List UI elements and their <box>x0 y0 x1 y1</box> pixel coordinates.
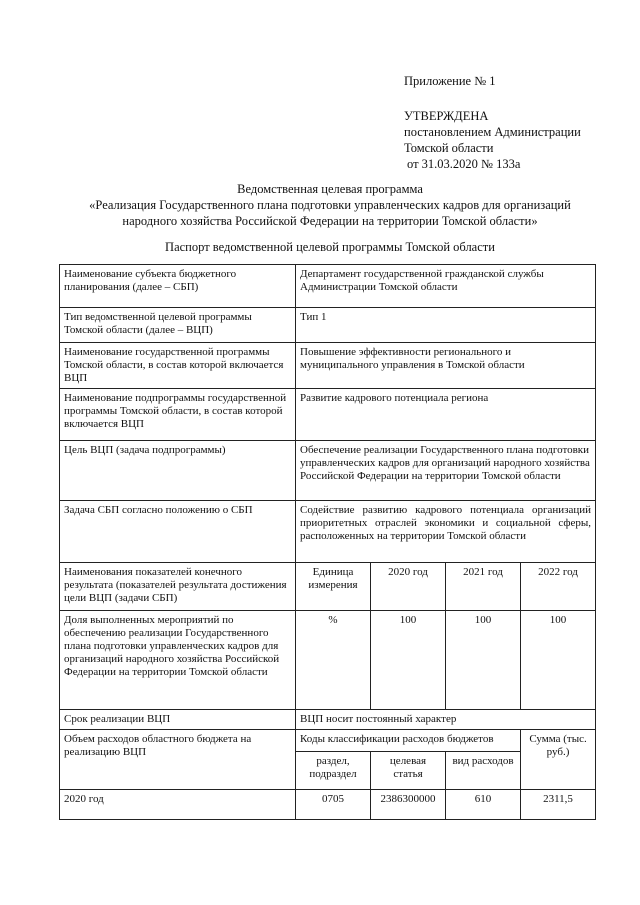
row-value-goal: Обеспечение реализации Государственного плана подготовки управленческих кадров для организаций народного хозяйства Российской Федерации на территории Томской области <box>296 441 596 501</box>
approval-block <box>404 108 581 172</box>
appendix-number: Приложение № 1 <box>404 74 496 88</box>
title-line-3: народного хозяйства Российской Федерации на территории Томской области» <box>122 214 538 228</box>
table-row <box>60 563 596 611</box>
approved-label: УТВЕРЖДЕНА <box>404 109 489 123</box>
table-row <box>60 710 596 730</box>
expense-kind-subheader: вид расходов <box>446 752 521 790</box>
table-row <box>60 730 596 752</box>
document-title <box>40 181 620 229</box>
indicator-value-2020: 100 <box>371 611 446 710</box>
row-label-goal: Цель ВЦП (задача подпрограммы) <box>60 441 296 501</box>
row-value-subprogram: Развитие кадрового потенциала региона <box>296 389 596 441</box>
passport-table <box>59 264 596 820</box>
row-value-sbp: Департамент государственной гражданской службы Администрации Томской области <box>296 265 596 308</box>
row-label-subprogram: Наименование подпрограммы государственной программы Томской области, в состав которой включается ВЦП <box>60 389 296 441</box>
sum-header: Сумма (тыс. руб.) <box>521 730 596 790</box>
row-label-budget: Объем расходов областного бюджета на реализацию ВЦП <box>60 730 296 790</box>
row-label-sbp: Наименование субъекта бюджетного планирования (далее – СБП) <box>60 265 296 308</box>
table-row <box>60 343 596 389</box>
target-article-subheader: целевая статья <box>371 752 446 790</box>
approved-by-line-1: постановлением Администрации <box>404 125 581 139</box>
row-label-type: Тип ведомственной целевой программы Томской области (далее – ВЦП) <box>60 308 296 343</box>
row-label-indicator-1: Доля выполненных мероприятий по обеспечению реализации Государственного плана подготовки управленческих кадров для организаций народного хозяйства Российской Федерации на территории Томской области <box>60 611 296 710</box>
expense-kind-code-2020: 610 <box>446 790 521 820</box>
row-label-state-program: Наименование государственной программы Томской области, в состав которой включается ВЦП <box>60 343 296 389</box>
passport-title: Паспорт ведомственной целевой программы Томской области <box>165 240 495 254</box>
table-row <box>60 790 596 820</box>
section-subheader: раздел, подраздел <box>296 752 371 790</box>
row-value-type: Тип 1 <box>296 308 596 343</box>
table-row <box>60 265 596 308</box>
approval-date-number: от 31.03.2020 № 133а <box>407 157 521 171</box>
row-value-task: Содействие развитию кадрового потенциала организаций приоритетных отраслей экономики и социальной сферы, расположенных на территории Томской области <box>296 501 596 563</box>
indicator-value-2021: 100 <box>446 611 521 710</box>
row-value-state-program: Повышение эффективности регионального и муниципального управления в Томской области <box>296 343 596 389</box>
row-label-term: Срок реализации ВЦП <box>60 710 296 730</box>
table-row <box>60 501 596 563</box>
title-line-1: Ведомственная целевая программа <box>237 182 423 196</box>
table-row <box>60 389 596 441</box>
row-label-task: Задача СБП согласно положению о СБП <box>60 501 296 563</box>
row-label-2020: 2020 год <box>60 790 296 820</box>
approved-by-line-2: Томской области <box>404 141 494 155</box>
indicator-value-2022: 100 <box>521 611 596 710</box>
target-code-2020: 2386300000 <box>371 790 446 820</box>
sum-value-2020: 2311,5 <box>521 790 596 820</box>
row-value-term: ВЦП носит постоянный характер <box>296 710 596 730</box>
row-label-indicators: Наименования показателей конечного результата (показателей результата достижения цели ВЦП (задачи СБП) <box>60 563 296 611</box>
table-row <box>60 308 596 343</box>
indicator-unit: % <box>296 611 371 710</box>
table-row <box>60 611 596 710</box>
year-header-2021: 2021 год <box>446 563 521 611</box>
codes-header: Коды классификации расходов бюджетов <box>296 730 521 752</box>
year-header-2020: 2020 год <box>371 563 446 611</box>
table-row <box>60 441 596 501</box>
section-code-2020: 0705 <box>296 790 371 820</box>
year-header-2022: 2022 год <box>521 563 596 611</box>
unit-header: Единица измерения <box>296 563 371 611</box>
title-line-2: «Реализация Государственного плана подготовки управленческих кадров для организаций <box>89 198 571 212</box>
